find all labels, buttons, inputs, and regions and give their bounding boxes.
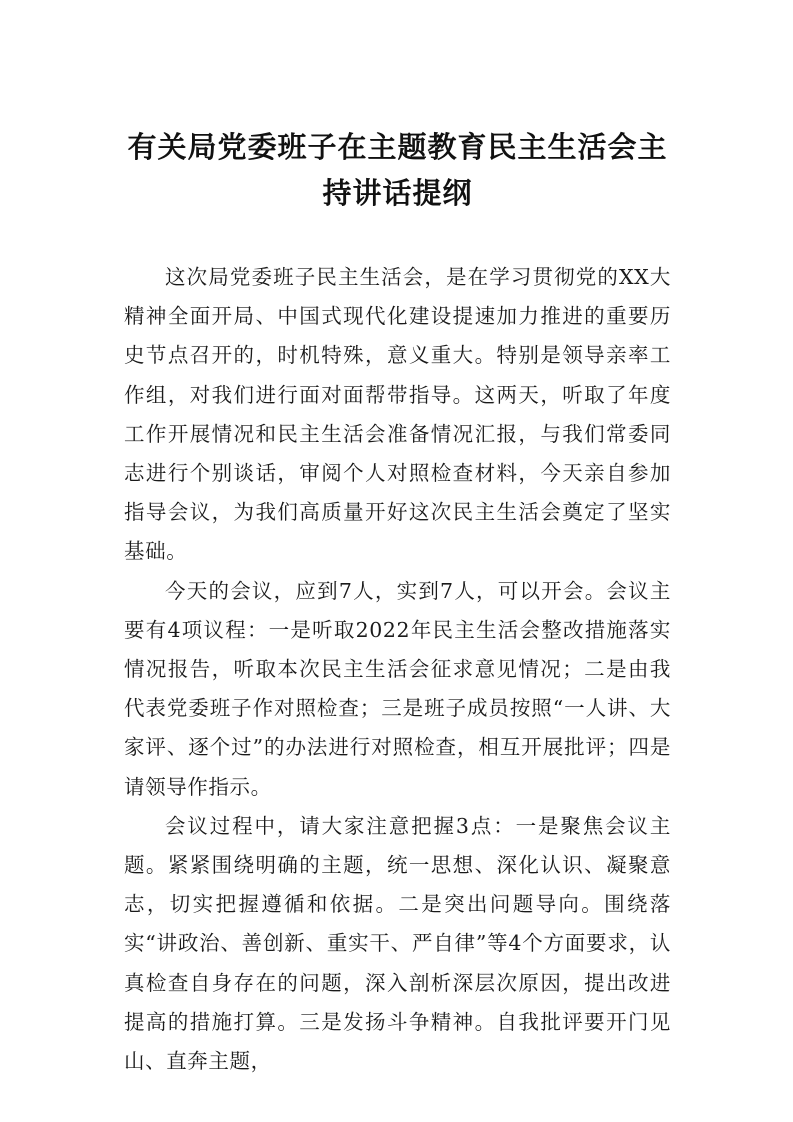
- paragraph-agenda: 今天的会议，应到7人，实到7人，可以开会。会议主要有4项议程：一是听取2022年民主生活会整改措施落实情况报告，听取本次民主生活会征求意见情况；二是由我代表党委班子作对照检查；三是班子成员按照“一人讲、大家评、逐个过”的办法进行对照检查，相互开展批评；四是请领导作指示。: [124, 578, 671, 799]
- document-title: 有关局党委班子在主题教育民主生活会主持讲话提纲: [127, 130, 668, 210]
- paragraph-opening: 这次局党委班子民主生活会，是在学习贯彻党的XX大精神全面开局、中国式现代化建设提速加力推进的重要历史节点召开的，时机特殊，意义重大。特别是领导亲率工作组，对我们进行面对面帮带指导。这两天，听取了年度工作开展情况和民主生活会准备情况汇报，与我们常委同志进行个别谈话，审阅个人对照检查材料，今天亲自参加指导会议，为我们高质量开好这次民主生活会奠定了坚实基础。: [124, 265, 671, 564]
- paragraph-requirements: 会议过程中，请大家注意把握3点：一是聚焦会议主题。紧紧围绕明确的主题，统一思想、深化认识、凝聚意志，切实把握遵循和依据。二是突出问题导向。围绕落实“讲政治、善创新、重实干、严自律”等4个方面要求，认真检查自身存在的问题，深入剖析深层次原因，提出改进提高的措施打算。三是发扬斗争精神。自我批评要开门见山、直奔主题，: [124, 813, 671, 1074]
- title-spacer: [124, 216, 671, 258]
